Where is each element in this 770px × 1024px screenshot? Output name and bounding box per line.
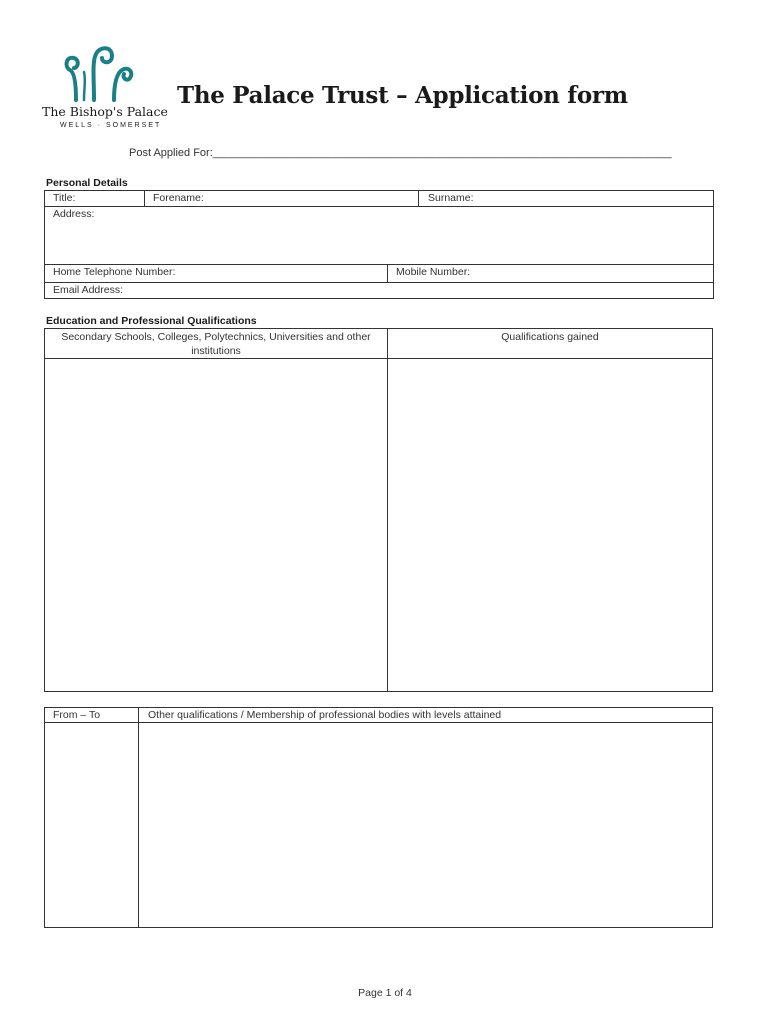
institutions-input-area[interactable] xyxy=(45,359,386,691)
table-divider xyxy=(387,264,388,282)
education-heading: Education and Professional Qualifications xyxy=(46,315,257,327)
table-divider xyxy=(44,206,714,207)
personal-details-heading: Personal Details xyxy=(46,177,128,189)
bishops-palace-logo-icon xyxy=(62,42,142,102)
email-field[interactable]: Email Address: xyxy=(53,284,124,296)
page-number: Page 1 of 4 xyxy=(358,987,412,999)
other-col-memberships: Other qualifications / Membership of professional bodies with levels attained xyxy=(148,709,502,721)
address-field[interactable]: Address: xyxy=(53,208,95,220)
table-divider xyxy=(418,190,419,206)
table-divider xyxy=(44,282,714,283)
logo-place: WELLS · SOMERSET xyxy=(60,122,162,129)
post-applied-for-field[interactable]: Post Applied For:___________________________________________________________________________ xyxy=(129,147,672,159)
dates-input-area[interactable] xyxy=(45,723,137,927)
table-divider xyxy=(44,264,714,265)
surname-field[interactable]: Surname: xyxy=(428,192,474,204)
form-title: The Palace Trust – Application form xyxy=(177,82,628,109)
qualifications-input-area[interactable] xyxy=(388,359,712,691)
forename-field[interactable]: Forename: xyxy=(153,192,204,204)
education-col-institutions: Secondary Schools, Colleges, Polytechnics, Universities and other institutions xyxy=(61,331,371,357)
home-phone-field[interactable]: Home Telephone Number: xyxy=(53,266,176,278)
other-col-dates: From – To xyxy=(53,709,101,721)
mobile-field[interactable]: Mobile Number: xyxy=(396,266,471,278)
memberships-input-area[interactable] xyxy=(139,723,712,927)
logo-name: The Bishop's Palace xyxy=(42,104,168,119)
title-field[interactable]: Title: xyxy=(53,192,76,204)
table-divider xyxy=(144,190,145,206)
education-col-qualifications: Qualifications gained xyxy=(501,331,599,343)
